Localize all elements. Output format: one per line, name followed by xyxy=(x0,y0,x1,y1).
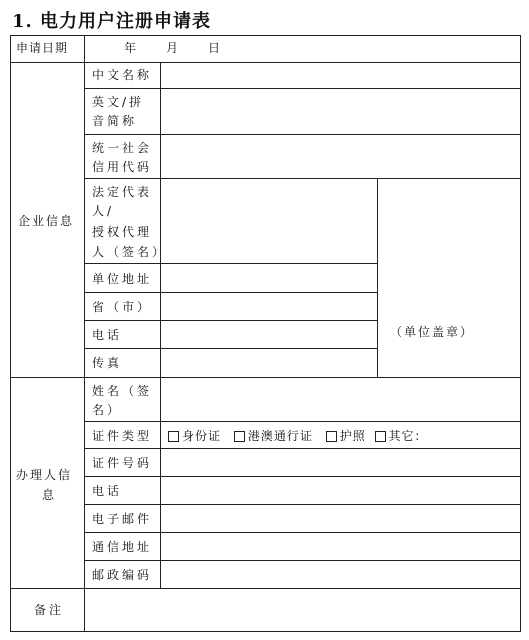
seal-label: （单位盖章） xyxy=(390,325,475,339)
fax-field[interactable] xyxy=(162,350,376,376)
id-option-label: 港澳通行证 xyxy=(247,429,313,443)
row-divider xyxy=(84,134,521,135)
row-divider xyxy=(84,88,521,89)
company-seal-area[interactable] xyxy=(379,180,518,376)
legal-label-2: 人/ xyxy=(92,204,115,218)
province-field[interactable] xyxy=(162,294,376,319)
credit-label-1: 统一社会 xyxy=(92,141,153,155)
row-divider xyxy=(84,263,378,264)
handler-phone-field[interactable] xyxy=(162,478,518,503)
credit-code-field[interactable] xyxy=(162,136,518,177)
caret-mark xyxy=(518,62,520,63)
border-bottom xyxy=(10,631,521,632)
checkbox-icon[interactable] xyxy=(168,431,179,442)
fax-label: 传真 xyxy=(92,356,123,370)
en-name-label-1: 英文/拼 xyxy=(92,95,145,109)
row-divider xyxy=(84,292,378,293)
col-divider-1 xyxy=(84,35,85,632)
row-divider xyxy=(84,504,521,505)
handler-section-label-2: 息 xyxy=(42,488,58,502)
company-phone-field[interactable] xyxy=(162,322,376,347)
mail-address-field[interactable] xyxy=(162,534,518,559)
postcode-label: 邮政编码 xyxy=(92,568,153,582)
address-label: 单位地址 xyxy=(92,272,153,286)
row-divider xyxy=(84,448,521,449)
row-divider xyxy=(10,62,521,63)
legal-label-1: 法定代表 xyxy=(92,185,153,199)
email-label: 电子邮件 xyxy=(92,512,153,526)
section-divider xyxy=(10,588,521,589)
id-option-label: 身份证 xyxy=(182,429,222,443)
cn-name-label: 中文名称 xyxy=(92,68,153,82)
row-divider xyxy=(84,476,521,477)
handler-section-label-1: 办理人信 xyxy=(16,468,73,482)
checkbox-icon[interactable] xyxy=(375,431,386,442)
id-type-label: 证件类型 xyxy=(92,429,153,443)
id-option-idcard[interactable] xyxy=(168,427,221,445)
row-divider xyxy=(84,532,521,533)
postcode-field[interactable] xyxy=(162,562,518,587)
date-year-label: 年 xyxy=(124,41,140,55)
row-divider xyxy=(84,560,521,561)
legal-label-3: 授权代理 xyxy=(92,225,153,239)
id-type-options xyxy=(168,427,436,447)
form-title: 1. 电力用户注册申请表 xyxy=(12,11,212,32)
en-name-field[interactable] xyxy=(162,90,518,133)
legal-rep-field[interactable] xyxy=(162,180,376,262)
row-divider xyxy=(84,320,378,321)
id-number-label: 证件号码 xyxy=(92,456,153,470)
email-field[interactable] xyxy=(162,506,518,531)
col-divider-2 xyxy=(160,62,161,378)
row-divider xyxy=(84,421,521,422)
handler-name-label-2: 名） xyxy=(92,403,123,417)
date-day-label: 日 xyxy=(208,41,224,55)
col-divider-3 xyxy=(160,377,161,589)
remarks-field[interactable] xyxy=(86,590,518,630)
handler-phone-label: 电话 xyxy=(92,484,123,498)
company-phone-label: 电话 xyxy=(92,328,123,342)
en-name-label-2: 音简称 xyxy=(92,114,138,128)
border-left xyxy=(10,35,11,632)
handler-name-field[interactable] xyxy=(162,379,518,420)
company-address-field[interactable] xyxy=(162,265,376,291)
id-option-label: 其它： xyxy=(388,429,428,443)
id-option-other[interactable] xyxy=(375,427,428,445)
checkbox-icon[interactable] xyxy=(234,431,245,442)
id-option-passport[interactable] xyxy=(326,427,366,445)
credit-label-2: 信用代码 xyxy=(92,160,153,174)
remarks-label: 备注 xyxy=(34,603,65,617)
border-right xyxy=(520,35,521,632)
company-section-label: 企业信息 xyxy=(18,214,75,228)
id-option-hk-macau-permit[interactable] xyxy=(234,427,313,445)
date-month-label: 月 xyxy=(166,41,182,55)
mail-address-label: 通信地址 xyxy=(92,540,153,554)
id-number-field[interactable] xyxy=(162,450,518,475)
legal-label-4: 人（签名） xyxy=(92,245,168,259)
section-divider xyxy=(10,377,521,378)
row-divider xyxy=(84,348,378,349)
border-top xyxy=(10,35,521,36)
cn-name-field[interactable] xyxy=(162,64,518,87)
handler-name-label-1: 姓名（签 xyxy=(92,384,153,398)
row-divider xyxy=(84,178,521,179)
checkbox-icon[interactable] xyxy=(326,431,337,442)
apply-date-field[interactable] xyxy=(86,37,518,61)
province-label: 省（市） xyxy=(92,300,153,314)
id-option-label: 护照 xyxy=(339,429,366,443)
apply-date-label: 申请日期 xyxy=(16,41,69,55)
